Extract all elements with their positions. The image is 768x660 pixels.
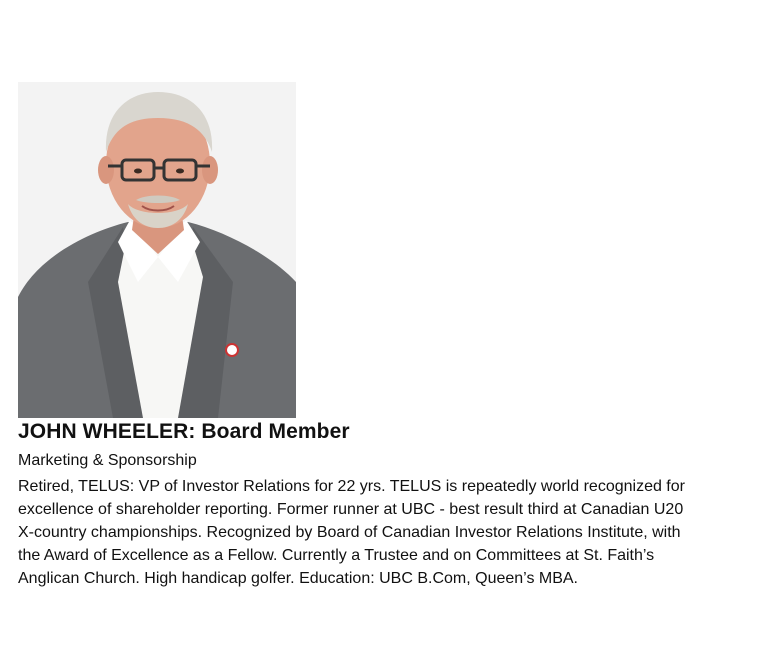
bio-line: X-country championships. Recognized by Board of Canadian Investor Relations Institute, with xyxy=(18,524,681,541)
bio-line: Retired, TELUS: VP of Investor Relations for 22 yrs. TELUS is repeatedly world recognized for xyxy=(18,478,685,495)
bio-line: excellence of shareholder reporting. Former runner at UBC - best result third at Canadian U20 xyxy=(18,501,684,518)
member-bio xyxy=(18,475,758,590)
portrait-illustration xyxy=(18,82,296,418)
bio-line: Anglican Church. High handicap golfer. Education: UBC B.Com, Queen’s MBA. xyxy=(18,570,578,587)
board-member-name: JOHN WHEELER: Board Member xyxy=(18,420,350,443)
bio-line: the Award of Excellence as a Fellow. Currently a Trustee and on Committees at St. Faith’s xyxy=(18,547,655,564)
member-role: Marketing & Sponsorship xyxy=(18,452,197,469)
profile-photo xyxy=(18,82,296,418)
